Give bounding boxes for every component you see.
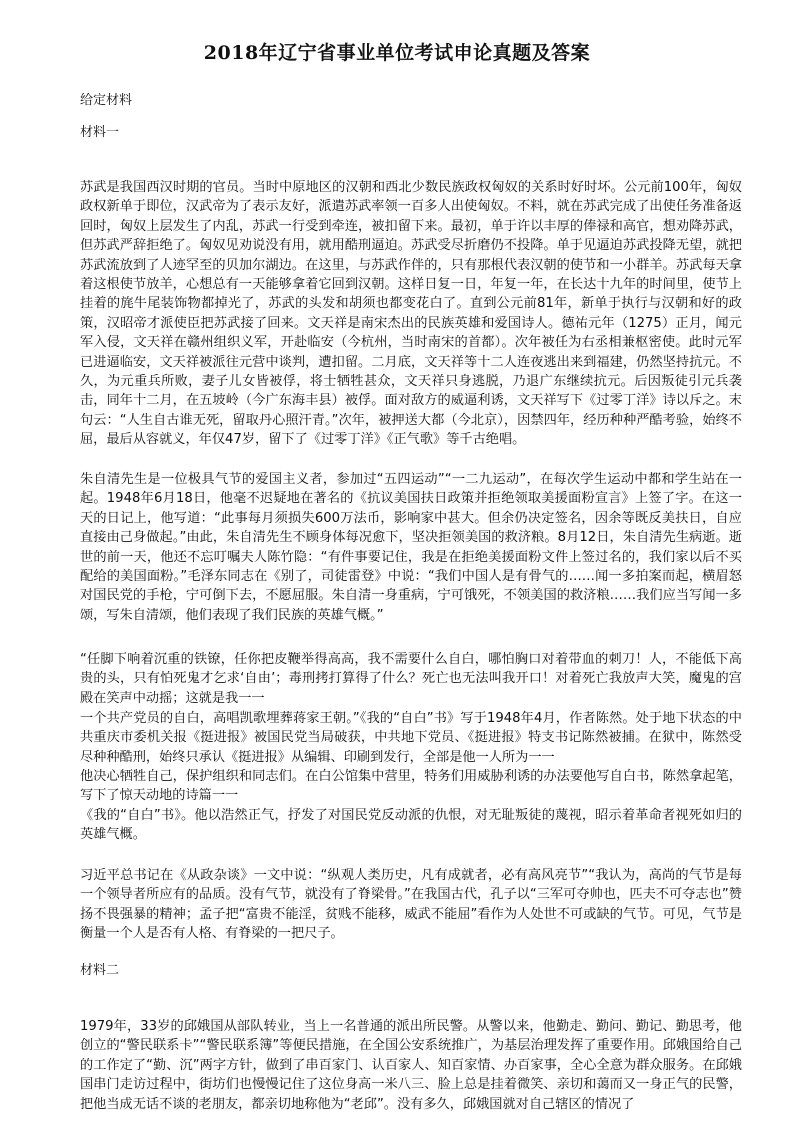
section-heading-given-materials: 给定材料 [80, 93, 133, 108]
page-title: 2018年辽宁省事业单位考试申论真题及答案 [203, 42, 591, 64]
section-heading-material-2: 材料二 [80, 963, 120, 978]
section-heading-material-1: 材料一 [80, 125, 120, 140]
paragraph-poem-opening: “任脚下响着沉重的铁镣，任你把皮鞭举得高高，我不需要什么自白，哪怕胸口对着带血的刺刀！人，不能低下高贵的头，只有怕死鬼才乞求‘自由’；毒刑拷打算得了什么？死亡也无法叫我开口！对着死亡我放声大笑，魔鬼的宫殿在笑声中动摇；这就是我一一 [80, 652, 742, 706]
paragraph-suwu-wentianxiang: 苏武是我国西汉时期的官员。当时中原地区的汉朝和西北少数民族政权匈奴的关系时好时坏。公元前100年，匈奴政权新单于即位，汉武帝为了表示友好，派遣苏武率领一百多人出使匈奴。不料，就在苏武完成了出使任务准备返回时，匈奴上层发生了内乱，苏武一行受到牵连，被扣留下来。最初，单于许以丰厚的俸禄和高官，想劝降苏武，但苏武严辞拒绝了。匈奴见劝说没有用，就用酷刑逼迫。苏武受尽折磨仍不投降。单于见逼迫苏武投降无望，就把苏武流放到了人迹罕至的贝加尔湖边。在这里，与苏武作伴的，只有那根代表汉朝的使节和一小群羊。苏武每天拿着这根使节放羊，心想总有一天能够拿着它回到汉朝。这样日复一日，年复一年，在长达十九年的时间里，使节上挂着的旄牛尾装饰物都掉光了，苏武的头发和胡须也都变花白了。直到公元前81年，新单于执行与汉朝和好的政策，汉昭帝才派使臣把苏武接了回来。文天祥是南宋杰出的民族英雄和爱国诗人。德祐元年（1275）正月，闻元军入侵，文天祥在赣州组织义军，开赴临安（今杭州，当时南宋的首都）。次年被任为右丞相兼枢密使。此时元军已进逼临安，文天祥被派往元营中谈判，遭扣留。二月底，文天祥等十二人连夜逃出来到福建，仍然坚持抗元。不久，为元重兵所败，妻子儿女皆被俘，将士牺牲甚众，文天祥只身逃脱，乃退广东继续抗元。后因叛徒引元兵袭击，同年十二月，在五坡岭（今广东海丰县）被俘。面对敌方的威逼利诱，文天祥写下《过零丁洋》诗以斥之。末句云：“人生自古谁无死，留取丹心照汗青。”次年，被押送大都（今北京），因禁四年，经历种种严酷考验，始终不屈，最后从容就义，年仅47岁，留下了《过零丁洋》《正气歌》等千古绝唱。 [80, 180, 742, 448]
paragraph-xi-jinping-quote: 习近平总书记在《从政杂谈》一文中说：“纵观人类历史，凡有成就者，必有高风亮节”“我认为，高尚的气节是每一个领导者所应有的品质。没有气节，就没有了脊梁骨。”在我国古代，孔子以“三军可夺帅也，匹夫不可夺志也”赞扬不畏强暴的精神；孟子把“富贵不能淫，贫贱不能移，威武不能屈”看作为人处世不可或缺的气节。可见，气节是衡量一个人是否有人格、有脊梁的一把尺子。 [80, 868, 742, 942]
paragraph-zhuziqing: 朱自清先生是一位极具气节的爱国主义者，参加过“五四运动”“一二九运动”，在每次学生运动中都和学生站在一起。1948年6月18日，他毫不迟疑地在著名的《抗议美国扶日政策并拒绝领取美援面粉宣言》上签了字。在这一天的日记上，他写道：“此事每月须损失600万法币，影响家中甚大。但余仍决定签名，因余等既反美扶日，自应直接由己身做起。”由此，朱自清先生不顾身体每况愈下，坚决拒领美国的救济粮。8月12日，朱自清先生病逝。逝世的前一天，他还不忘叮嘱夫人陈竹隐：“有件事要记住，我是在拒绝美援面粉文件上签过名的，我们家以后不买配给的美国面粉。”毛泽东同志在《别了，司徒雷登》中说：“我们中国人是有骨气的……闻一多拍案而起，横眉怒对国民党的手枪，宁可倒下去，不愿屈服。朱自清一身重病，宁可饿死，不领美国的救济粮……我们应当写闻一多颂，写朱自清颂，他们表现了我们民族的英雄气概。” [80, 472, 742, 623]
paragraph-chenran-2: 他决心牺牲自己，保护组织和同志们。在白公馆集中营里，特务们用威胁利诱的办法要他写自白书，陈然拿起笔，写下了惊天动地的诗篇一一 [80, 769, 742, 804]
paragraph-chenran-1: 一个共产党员的自白，高唱凯歌埋葬蒋家王朝。”《我的“自白”书》写于1948年4月，作者陈然。处于地下状态的中共重庆市委机关报《挺进报》被国民党当局破获，中共地下党员、《挺进报》特支书记陈然被捕。在狱中，陈然受尽种种酷刑，始终只承认《挺进报》从编辑、印刷到发行，全部是他一人所为一一 [80, 711, 742, 765]
paragraph-qiu-eguo: 1979年，33岁的邱娥国从部队转业，当上一名普通的派出所民警。从警以来，他勤走、勤问、勤记、勤思考，他创立的“警民联系卡”“警民联系簿”等便民措施，在全国公安系统推广，为基层治理发挥了重要作用。邱娥国给自己的工作定了“勤、沉”两字方针，做到了串百家门、认百家人、知百家情、办百家事，全心全意为群众服务。在邱娥国串门走访过程中，街坊们也慢慢记住了这位身高一米八三、脸上总是挂着微笑、亲切和蔼而又一身正气的民警，把他当成无话不谈的老朋友，都亲切地称他为“老邱”。没有多久，邱娥国就对自己辖区的情况了 [80, 1019, 742, 1112]
paragraph-chenran-3: 《我的“自白”书》。他以浩然正气，抒发了对国民党反动派的仇恨，对无耻叛徒的蔑视，昭示着革命者视死如归的英雄气概。 [80, 808, 742, 843]
